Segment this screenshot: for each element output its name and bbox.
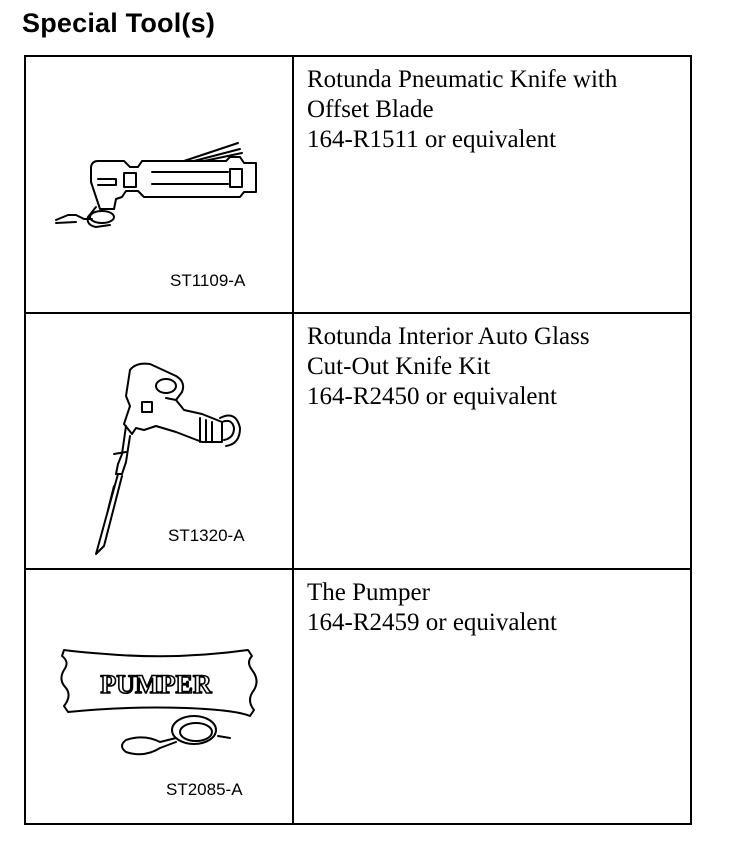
tool-name-line: Rotunda Pneumatic Knife with <box>307 66 618 93</box>
pumper-label: PUMPER <box>100 670 212 699</box>
tool-name-line: Rotunda Interior Auto Glass <box>307 323 590 350</box>
tool-code: ST2085-A <box>166 780 243 799</box>
tool-name-line: The Pumper <box>307 579 430 606</box>
table-row <box>26 57 690 314</box>
tool-image-cell <box>26 570 294 823</box>
tool-image-cell <box>26 57 294 312</box>
tool-name-line: Cut-Out Knife Kit <box>307 353 491 380</box>
tool-image-cell <box>26 314 294 568</box>
tool-part-number: 164-R1511 or equivalent <box>307 126 557 153</box>
special-tools-table <box>24 55 692 825</box>
table-row <box>26 570 690 823</box>
pumper-icon <box>26 570 292 821</box>
tool-part-number: 164-R2459 or equivalent <box>307 609 557 636</box>
tool-description <box>307 65 687 155</box>
tool-part-number: 164-R2450 or equivalent <box>307 383 557 410</box>
tool-name-line: Offset Blade <box>307 96 434 123</box>
pneumatic-knife-icon <box>26 57 292 312</box>
tool-description <box>307 322 687 412</box>
cut-out-knife-icon <box>26 314 292 568</box>
page-title: Special Tool(s) <box>22 8 216 38</box>
tool-code: ST1320-A <box>168 526 245 545</box>
tool-description <box>307 578 687 638</box>
table-row <box>26 314 690 570</box>
tool-code: ST1109-A <box>170 271 246 290</box>
